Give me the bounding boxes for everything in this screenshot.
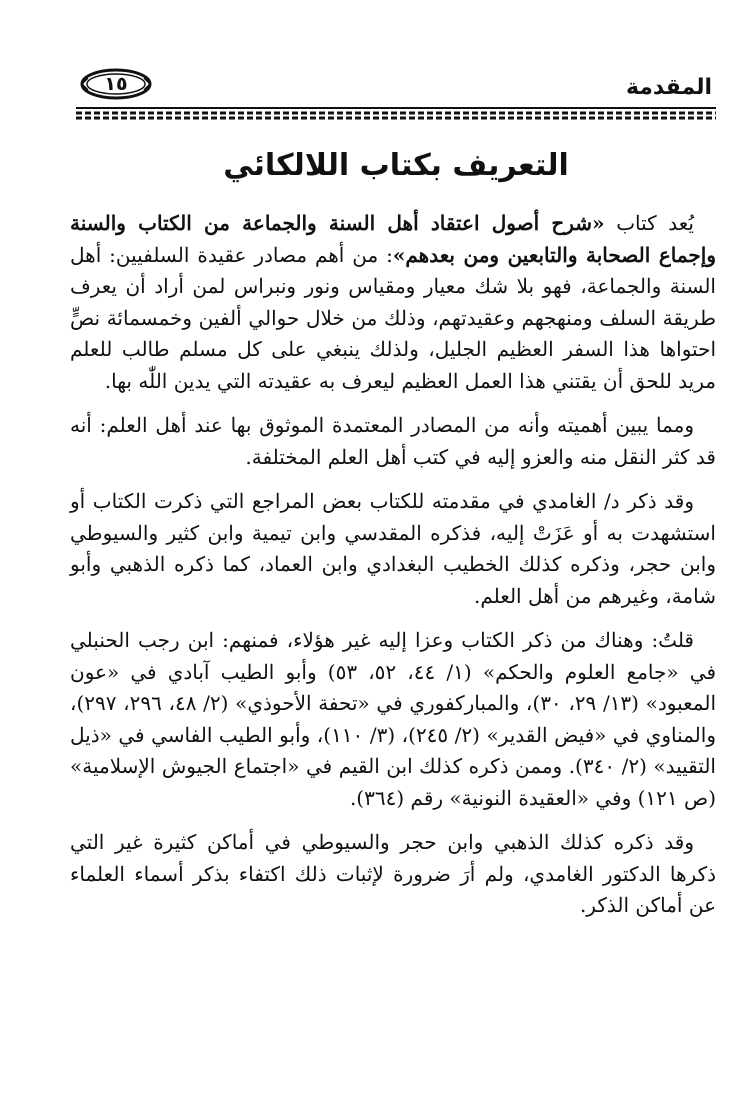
paragraph [70, 208, 716, 397]
paragraph: وقد ذكر د/ الغامدي في مقدمته للكتاب بعض المراجع التي ذكرت الكتاب أو استشهدت به أو عَزَتْ إليه، فذكره المقدسي وابن تيمية وابن كثير والسيوطي وابن حجر، وذكره كذلك الخطيب البغدادي وابن العماد، كما ذكره الذهبي وأبو شامة، وغيرهم من أهل العلم. [70, 489, 716, 608]
page-number: ١٥ [104, 73, 128, 95]
paragraph-lead: يُعد كتاب [616, 211, 694, 235]
paragraph: وقد ذكره كذلك الذهبي وابن حجر والسيوطي في أماكن كثيرة غير التي ذكرها الدكتور الغامدي، ولم أرَ ضرورة لإثبات ذلك اكتفاء بذكر أسماء العلماء عن أماكن الذكر. [70, 830, 716, 917]
book-title-quote: «شرح أصول اعتقاد أهل السنة والجماعة من الكتاب والسنة وإجماع الصحابة والتابعين ومن بعدهم» [70, 211, 716, 267]
page-header [76, 66, 712, 106]
paragraph: قلتُ: وهناك من ذكر الكتاب وعزا إليه غير هؤلاء، فمنهم: ابن رجب الحنبلي في «جامع العلوم والحكم» (١/ ٤٤، ٥٢، ٥٣) وأبو الطيب آبادي في «عون المعبود» (١٣/ ٢٩، ٣٠)، والمباركفوري في «تحفة الأحوذي» (٢/ ٤٨، ٢٩٦، ٢٩٧)، والمناوي في «فيض القدير» (٢/ ٢٤٥)، (٣/ ١١٠)، وأبو الطيب الفاسي في «ذيل التقييد» (٢/ ٣٤٠). وممن ذكره كذلك ابن القيم في «اجتماع الجيوش الإسلامية» (ص ١٢١) وفي «العقيدة النونية» رقم (٣٦٤). [70, 628, 717, 810]
chapter-title: التعريف بكتاب اللالكائي [223, 148, 569, 183]
paragraph-text: : من أهم مصادر عقيدة السلفيين: أهل السنة والجماعة، فهو بلا شك معيار ومقياس ونور ونبراس لمن أراد أن يعرف طريقة السلف ومنهجهم وعقيدتهم، وذلك من خلال حوالي ألفين وخمسمائة نصٍّ احتواها هذا السفر العظيم الجليل، ولذلك ينبغي على كل مسلم طالب للعلم مريد للحق أن يقتني هذا العمل العظيم ليعرف به عقيدته التي يدين اللّٰه بها. [70, 242, 716, 393]
header-divider [76, 106, 716, 120]
body-text [70, 208, 716, 935]
running-header-title: المقدمة [625, 75, 712, 100]
paragraph: ومما يبين أهميته وأنه من المصادر المعتمدة الموثوق بها عند أهل العلم: أنه قد كثر النقل منه والعزو إليه في كتب أهل العلم المختلفة. [70, 413, 716, 469]
page-number-badge [80, 68, 152, 100]
